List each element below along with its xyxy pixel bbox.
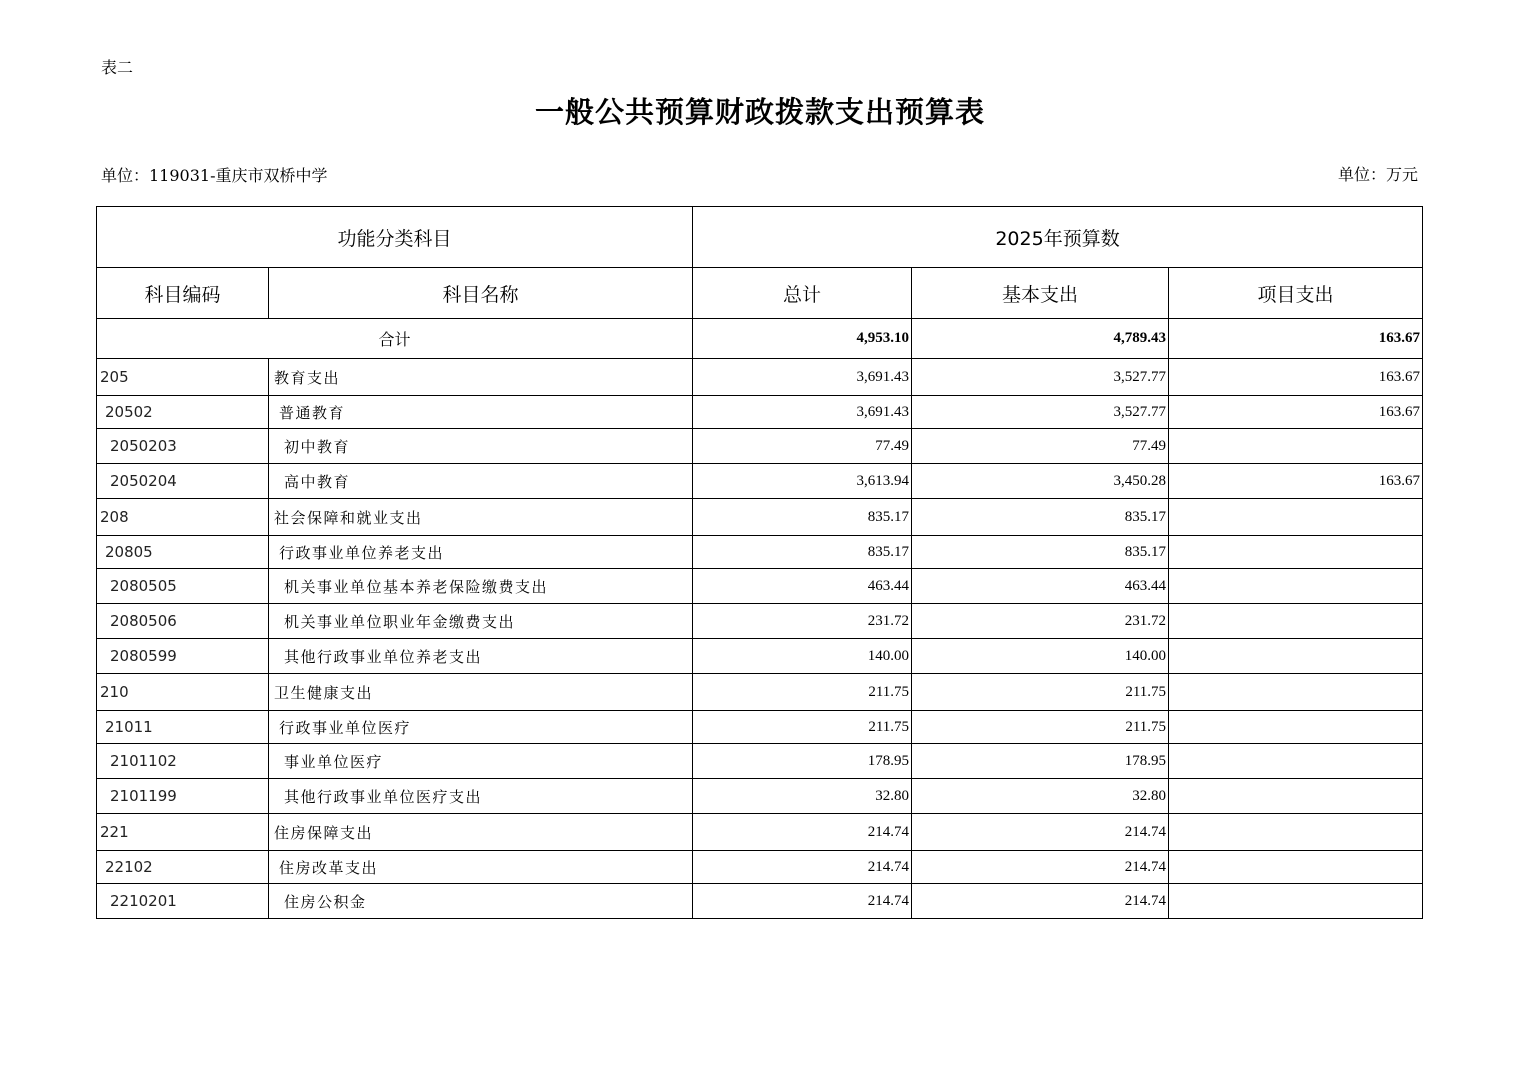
row-project bbox=[1169, 744, 1423, 779]
row-basic: 178.95 bbox=[912, 744, 1169, 779]
total-basic: 4,789.43 bbox=[912, 319, 1169, 359]
header-category: 功能分类科目 bbox=[97, 207, 693, 268]
row-basic: 3,450.28 bbox=[912, 464, 1169, 499]
row-total: 214.74 bbox=[693, 814, 912, 851]
row-code: 2080599 bbox=[97, 639, 269, 674]
header-budget-year: 2025年预算数 bbox=[693, 207, 1423, 268]
row-name: 住房公积金 bbox=[269, 884, 693, 919]
table-row bbox=[97, 464, 1423, 499]
row-name: 住房保障支出 bbox=[269, 814, 693, 851]
row-total: 32.80 bbox=[693, 779, 912, 814]
row-total: 140.00 bbox=[693, 639, 912, 674]
row-name: 其他行政事业单位医疗支出 bbox=[269, 779, 693, 814]
row-basic: 140.00 bbox=[912, 639, 1169, 674]
row-project: 163.67 bbox=[1169, 464, 1423, 499]
row-project bbox=[1169, 884, 1423, 919]
row-name: 其他行政事业单位养老支出 bbox=[269, 639, 693, 674]
table-row bbox=[97, 359, 1423, 396]
row-code: 20502 bbox=[97, 396, 269, 429]
total-project: 163.67 bbox=[1169, 319, 1423, 359]
row-name: 行政事业单位医疗 bbox=[269, 711, 693, 744]
table-number: 表二 bbox=[101, 58, 134, 77]
row-project bbox=[1169, 711, 1423, 744]
row-name: 卫生健康支出 bbox=[269, 674, 693, 711]
row-code: 208 bbox=[97, 499, 269, 536]
table-row bbox=[97, 814, 1423, 851]
row-code: 2101199 bbox=[97, 779, 269, 814]
row-code: 2080505 bbox=[97, 569, 269, 604]
table-row bbox=[97, 396, 1423, 429]
row-basic: 77.49 bbox=[912, 429, 1169, 464]
table-row bbox=[97, 499, 1423, 536]
row-code: 2210201 bbox=[97, 884, 269, 919]
row-name: 社会保障和就业支出 bbox=[269, 499, 693, 536]
row-total: 214.74 bbox=[693, 884, 912, 919]
table-row bbox=[97, 536, 1423, 569]
row-project bbox=[1169, 674, 1423, 711]
row-basic: 835.17 bbox=[912, 536, 1169, 569]
row-code: 2080506 bbox=[97, 604, 269, 639]
organization-unit: 单位：119031-重庆市双桥中学 bbox=[101, 166, 328, 185]
row-name: 普通教育 bbox=[269, 396, 693, 429]
row-total: 211.75 bbox=[693, 711, 912, 744]
row-project bbox=[1169, 779, 1423, 814]
table-row bbox=[97, 744, 1423, 779]
row-code: 2050204 bbox=[97, 464, 269, 499]
row-total: 3,613.94 bbox=[693, 464, 912, 499]
row-total: 231.72 bbox=[693, 604, 912, 639]
column-header-code: 科目编码 bbox=[97, 268, 269, 319]
row-project: 163.67 bbox=[1169, 359, 1423, 396]
row-total: 835.17 bbox=[693, 499, 912, 536]
row-basic: 835.17 bbox=[912, 499, 1169, 536]
row-total: 214.74 bbox=[693, 851, 912, 884]
table-row bbox=[97, 604, 1423, 639]
row-name: 初中教育 bbox=[269, 429, 693, 464]
row-basic: 214.74 bbox=[912, 884, 1169, 919]
row-basic: 463.44 bbox=[912, 569, 1169, 604]
row-basic: 231.72 bbox=[912, 604, 1169, 639]
table-row bbox=[97, 851, 1423, 884]
total-label: 合计 bbox=[97, 319, 693, 359]
row-basic: 3,527.77 bbox=[912, 359, 1169, 396]
row-code: 2101102 bbox=[97, 744, 269, 779]
table-row bbox=[97, 429, 1423, 464]
column-header-total: 总计 bbox=[693, 268, 912, 319]
row-name: 机关事业单位基本养老保险缴费支出 bbox=[269, 569, 693, 604]
row-basic: 211.75 bbox=[912, 674, 1169, 711]
table-row bbox=[97, 884, 1423, 919]
row-total: 178.95 bbox=[693, 744, 912, 779]
column-header-basic: 基本支出 bbox=[912, 268, 1169, 319]
row-project bbox=[1169, 604, 1423, 639]
row-name: 住房改革支出 bbox=[269, 851, 693, 884]
row-name: 高中教育 bbox=[269, 464, 693, 499]
row-total: 3,691.43 bbox=[693, 396, 912, 429]
currency-unit: 单位：万元 bbox=[1337, 165, 1418, 184]
table-row bbox=[97, 674, 1423, 711]
total-row bbox=[97, 319, 1423, 359]
row-code: 2050203 bbox=[97, 429, 269, 464]
table-row bbox=[97, 639, 1423, 674]
row-code: 210 bbox=[97, 674, 269, 711]
row-name: 事业单位医疗 bbox=[269, 744, 693, 779]
row-project bbox=[1169, 851, 1423, 884]
table-row bbox=[97, 569, 1423, 604]
row-project bbox=[1169, 569, 1423, 604]
row-total: 211.75 bbox=[693, 674, 912, 711]
column-header-project: 项目支出 bbox=[1169, 268, 1423, 319]
page-title: 一般公共预算财政拨款支出预算表 bbox=[534, 95, 985, 129]
row-total: 463.44 bbox=[693, 569, 912, 604]
row-basic: 214.74 bbox=[912, 851, 1169, 884]
row-project bbox=[1169, 814, 1423, 851]
table-row bbox=[97, 779, 1423, 814]
row-project bbox=[1169, 639, 1423, 674]
row-project: 163.67 bbox=[1169, 396, 1423, 429]
row-code: 221 bbox=[97, 814, 269, 851]
column-header-name: 科目名称 bbox=[269, 268, 693, 319]
row-total: 835.17 bbox=[693, 536, 912, 569]
row-code: 22102 bbox=[97, 851, 269, 884]
row-project bbox=[1169, 536, 1423, 569]
row-name: 教育支出 bbox=[269, 359, 693, 396]
row-basic: 3,527.77 bbox=[912, 396, 1169, 429]
row-basic: 32.80 bbox=[912, 779, 1169, 814]
row-code: 21011 bbox=[97, 711, 269, 744]
row-basic: 214.74 bbox=[912, 814, 1169, 851]
row-total: 77.49 bbox=[693, 429, 912, 464]
row-total: 3,691.43 bbox=[693, 359, 912, 396]
row-name: 机关事业单位职业年金缴费支出 bbox=[269, 604, 693, 639]
row-project bbox=[1169, 499, 1423, 536]
row-code: 20805 bbox=[97, 536, 269, 569]
total-sum: 4,953.10 bbox=[693, 319, 912, 359]
table-row bbox=[97, 711, 1423, 744]
row-name: 行政事业单位养老支出 bbox=[269, 536, 693, 569]
row-project bbox=[1169, 429, 1423, 464]
row-basic: 211.75 bbox=[912, 711, 1169, 744]
budget-table bbox=[96, 206, 1423, 919]
row-code: 205 bbox=[97, 359, 269, 396]
